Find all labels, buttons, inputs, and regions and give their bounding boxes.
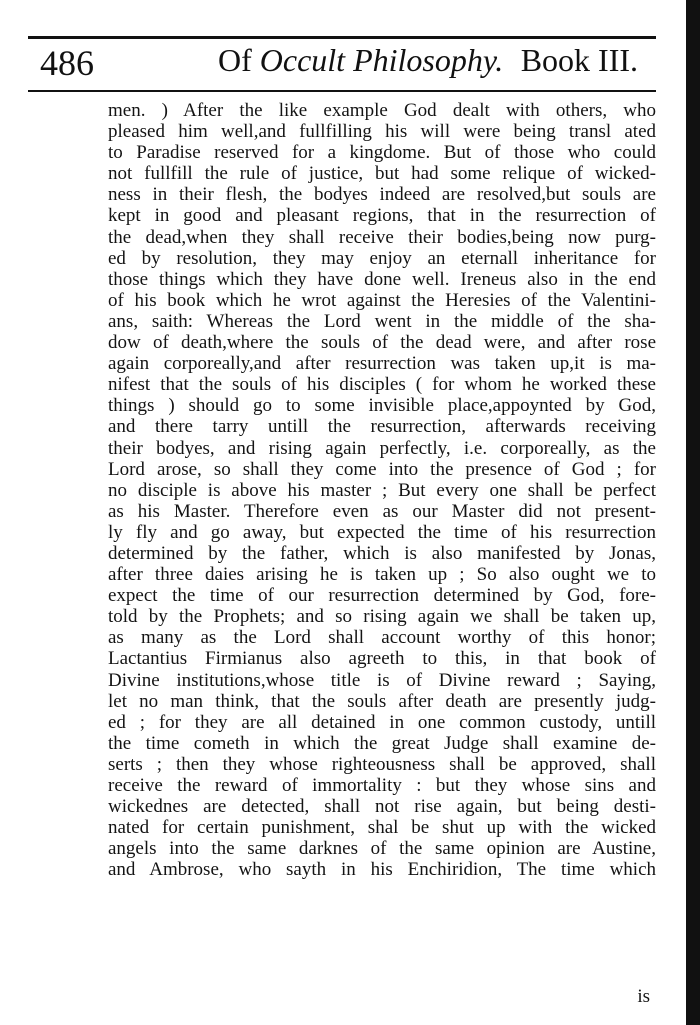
text-line: angels into the same darknes of the same opinion are Austine,	[108, 838, 656, 860]
text-line: no disciple is above his master ; But every one shall be perfect	[108, 479, 656, 501]
text-line: and there tarry untill the resurrection, afterwards receiving	[108, 416, 656, 438]
text-line: ly fly and go away, but expected the time of his resurrection	[108, 521, 656, 543]
text-line: of his book which he wrot against the Heresies of the Valentini-	[108, 289, 656, 311]
text-line: again corporeally,and after resurrection was taken up,it is ma-	[108, 353, 656, 375]
text-line: determined by the father, which is also manifested by Jonas,	[108, 542, 656, 564]
running-title	[218, 42, 503, 79]
running-title-of: Of	[218, 42, 252, 78]
text-line: things ) should go to some invisible place,appoynted by God,	[108, 395, 656, 417]
running-title-italic: Occult Philosophy.	[259, 42, 504, 78]
text-line: expect the time of our resurrection determined by God, fore-	[108, 585, 656, 607]
text-line: and Ambrose, who sayth in his Enchiridion, The time which	[108, 859, 656, 881]
text-line: as many as the Lord shall account worthy of this honor;	[108, 627, 656, 649]
page-number: 486	[40, 43, 94, 83]
text-line: the time cometh in which the great Judge shall examine de-	[108, 732, 656, 754]
text-line: their bodyes, and rising again perfectly, i.e. corporeally, as the	[108, 437, 656, 459]
text-line: told by the Prophets; and so rising again we shall be taken up,	[108, 606, 656, 628]
text-line: Lactantius Firmianus also agreeth to this, in that book of	[108, 648, 656, 670]
text-line: nifest that the souls of his disciples ( for whom he worked these	[108, 374, 656, 396]
text-line: kept in good and pleasant regions, that in the resurrection of	[108, 205, 656, 227]
text-line: nated for certain punishment, shal be shut up with the wicked	[108, 817, 656, 839]
text-line: as his Master. Therefore even as our Master did not present-	[108, 500, 656, 522]
text-line: to Paradise reserved for a kingdome. But of those who could	[108, 142, 656, 164]
text-line: men. ) After the like example God dealt with others, who	[108, 100, 656, 121]
text-line: ed by resolution, they may enjoy an eternall inheritance for	[108, 247, 656, 269]
body-text	[108, 100, 656, 880]
running-header	[28, 28, 656, 96]
header-rule-top	[28, 36, 656, 39]
text-line: not fullfill the rule of justice, but had some relique of wicked-	[108, 163, 656, 185]
text-line: wickednes are detected, shall not rise again, but being desti-	[108, 796, 656, 818]
text-line: serts ; then they whose righteousness shall be approved, shall	[108, 753, 656, 775]
text-line: Lord arose, so shall they come into the presence of God ; for	[108, 458, 656, 480]
header-rule-bottom	[28, 90, 656, 92]
text-line: let no man think, that the souls after death are presently judg-	[108, 690, 656, 712]
text-line: the dead,when they shall receive their bodies,being now purg-	[108, 226, 656, 248]
catchword: is	[637, 986, 650, 1007]
page-edge-shadow	[686, 0, 700, 1025]
text-line: receive the reward of immortality : but they whose sins and	[108, 775, 656, 796]
text-line: Divine institutions,whose title is of Divine reward ; Saying,	[108, 669, 656, 691]
text-line: after three daies arising he is taken up ; So also ought we to	[108, 564, 656, 586]
text-line: pleased him well,and fullfilling his will were being transl ated	[108, 121, 656, 143]
text-line: dow of death,where the souls of the dead were, and after rose	[108, 332, 656, 354]
text-line: those things which they have done well. Ireneus also in the end	[108, 268, 656, 290]
book-label: Book III.	[520, 42, 638, 78]
text-line: ness in their flesh, the bodyes indeed are resolved,but souls are	[108, 184, 656, 206]
text-line: ed ; for they are all detained in one common custody, untill	[108, 711, 656, 733]
text-line: ans, saith: Whereas the Lord went in the middle of the sha-	[108, 310, 656, 332]
